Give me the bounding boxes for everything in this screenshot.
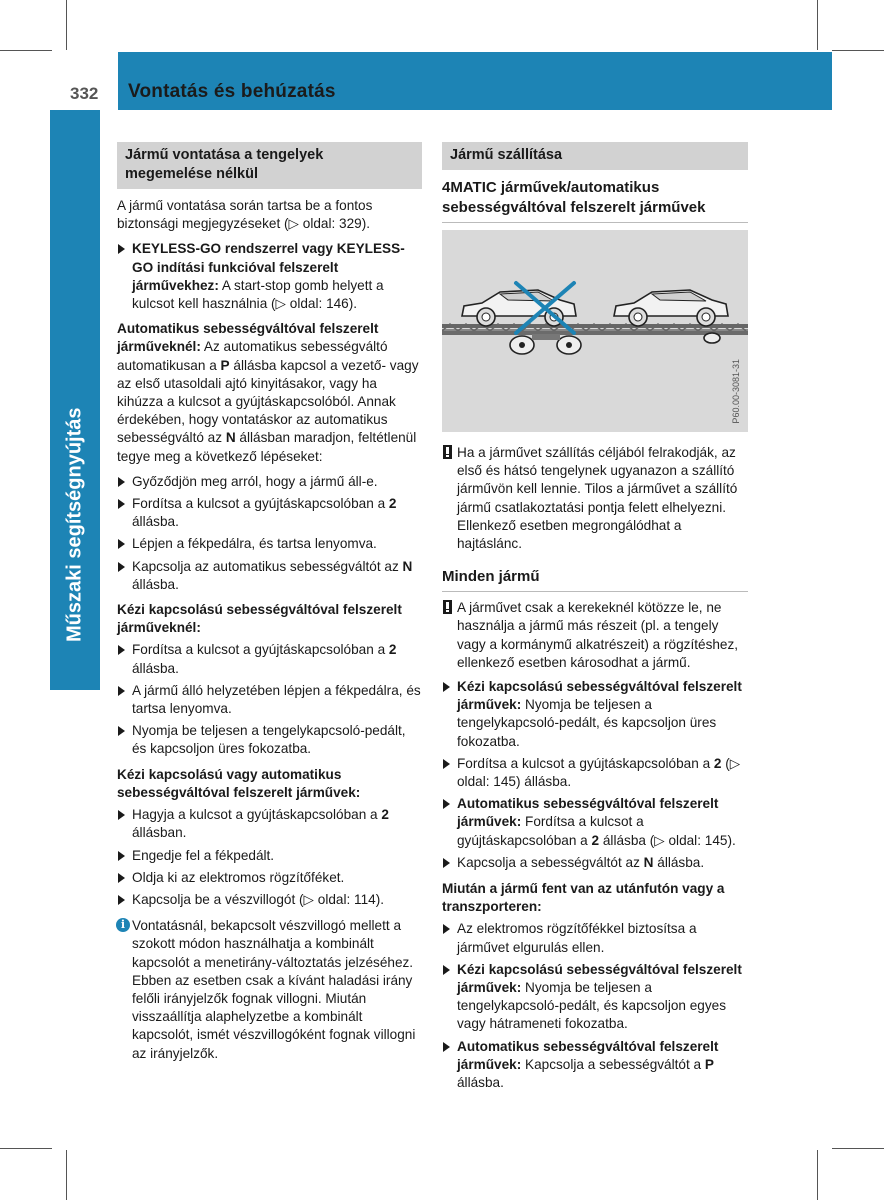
- list-item: Hagyja a kulcsot a gyújtáskapcsolóban a 2 állásban.: [117, 806, 422, 842]
- info-note: i Vontatásnál, bekapcsolt vészvillogó mellett a szokott módon használhatja a kombinált kapcsolót a menetirány-változtatás jelzéséhez. Ebben az esetben csak a kívánt haladási irány felőli irányjelzők fognak villogni. Miután visszaállítja alaphelyzetbe a kombinált kapcsolót, ismét vészvillogóként fognak villogni az irányjelzők.: [117, 917, 422, 1063]
- page-title: Vontatás és behúzatás: [128, 81, 336, 102]
- car-transport-illustration: [442, 230, 748, 432]
- subsection-heading: 4MATIC járművek/automatikus sebességváltóval felszerelt járművek: [442, 178, 748, 223]
- info-icon: i: [116, 918, 130, 932]
- list-item: Kapcsolja az automatikus sebességváltót az N állásba.: [117, 558, 422, 594]
- warning-icon: [443, 600, 452, 614]
- crop-mark: [832, 50, 884, 51]
- crop-mark: [66, 1150, 67, 1200]
- subheading: Kézi kapcsolású sebességváltóval felszerelt járműveknél:: [117, 602, 402, 636]
- right-column: [442, 142, 748, 1096]
- list-item: Lépjen a fékpedálra, és tartsa lenyomva.: [117, 535, 422, 553]
- list-item: Kapcsolja be a vészvillogót (▷ oldal: 114).: [117, 891, 422, 909]
- list-item: Engedje fel a fékpedált.: [117, 847, 422, 865]
- transport-figure: [442, 230, 748, 432]
- list-item: Kézi kapcsolású sebességváltóval felszerelt járművek: Nyomja be teljesen a tengelykapcsoló-pedált, és kapcsoljon egyes vagy hátrameneti fokozatba.: [442, 961, 748, 1034]
- list-item: Fordítsa a kulcsot a gyújtáskapcsolóban a 2 állásba.: [117, 495, 422, 531]
- list-item: A jármű álló helyzetében lépjen a fékpedálra, és tartsa lenyomva.: [117, 682, 422, 718]
- list-item: Kézi kapcsolású sebességváltóval felszerelt járművek: Nyomja be teljesen a tengelykapcsoló-pedált, és kapcsoljon üres fokozatba.: [442, 678, 748, 751]
- auto-paragraph: Automatikus sebességváltóval felszerelt járműveknél: Az automatikus sebességváltó automatikusan a P állásba kapcsol a vezető- vagy az első utasoldali ajtó kinyitásakor, vagy ha kihúzza a kulcsot a gyújtáskapcsolóból. Annak érdekében, hogy vontatáskor az automatikus sebességváltó az N állásban maradjon, feltétlenül tegye meg a következő lépéseket:: [117, 321, 419, 464]
- intro-text: A jármű vontatása során tartsa be a fontos biztonsági megjegyzéseket (▷ oldal: 329).: [117, 198, 373, 232]
- list-item: Oldja ki az elektromos rögzítőféket.: [117, 869, 422, 887]
- left-column: [117, 142, 422, 1069]
- crop-mark: [817, 0, 818, 50]
- list-item: Az elektromos rögzítőfékkel biztosítsa a járművet elgurulás ellen.: [442, 920, 748, 956]
- crop-mark: [0, 50, 52, 51]
- list-item: KEYLESS-GO rendszerrel vagy KEYLESS-GO indítási funkcióval felszerelt járművekhez: A start-stop gomb helyett a kulcsot kell használnia (▷ oldal: 146).: [117, 240, 422, 313]
- section-heading: Jármű vontatása a tengelyek megemelése nélkül: [117, 142, 422, 189]
- subsection-heading: Minden jármű: [442, 567, 748, 592]
- crop-mark: [832, 1148, 884, 1149]
- crop-mark: [66, 0, 67, 50]
- list-item: Kapcsolja a sebességváltót az N állásba.: [442, 854, 748, 872]
- list-item: Nyomja be teljesen a tengelykapcsoló-pedált, és kapcsoljon üres fokozatba.: [117, 722, 422, 758]
- section-heading: Jármű szállítása: [442, 142, 748, 170]
- subheading: Miután a jármű fent van az utánfutón vagy a transzporteren:: [442, 881, 725, 915]
- crop-mark: [0, 1148, 52, 1149]
- list-item: Fordítsa a kulcsot a gyújtáskapcsolóban a 2 (▷ oldal: 145) állásba.: [442, 755, 748, 791]
- page-number: 332: [70, 84, 99, 103]
- list-item: Automatikus sebességváltóval felszerelt járművek: Kapcsolja a sebességváltót a P állásba.: [442, 1038, 748, 1093]
- side-tab-label: Műszaki segítségnyújtás: [63, 407, 86, 643]
- warning-icon: [443, 445, 452, 459]
- warning-note: Ha a járművet szállítás céljából felrakodják, az első és hátsó tengelynek ugyanazon a szállító járművön kell lennie. Tilos a járművet a szállító jármű csatlakoztatási pontja felett elhelyezni. Ellenkező esetben megrongálódhat a hajtáslánc.: [442, 444, 748, 553]
- list-item: Győződjön meg arról, hogy a jármű áll-e.: [117, 473, 422, 491]
- list-item: Automatikus sebességváltóval felszerelt járművek: Fordítsa a kulcsot a gyújtáskapcsolóban a 2 állásba (▷ oldal: 145).: [442, 795, 748, 850]
- crop-mark: [817, 1150, 818, 1200]
- figure-code: P60.00-3081-31: [730, 359, 741, 424]
- subheading: Kézi kapcsolású vagy automatikus sebességváltóval felszerelt járművek:: [117, 766, 361, 800]
- warning-note: A járművet csak a kerekeknél kötözze le, ne használja a jármű más részeit (pl. a tengely vagy a kormánymű alkatrészeit) a rögzítéshez, ellenkező esetben károsodhat a jármű.: [442, 599, 748, 672]
- list-item: Fordítsa a kulcsot a gyújtáskapcsolóban a 2 állásba.: [117, 641, 422, 677]
